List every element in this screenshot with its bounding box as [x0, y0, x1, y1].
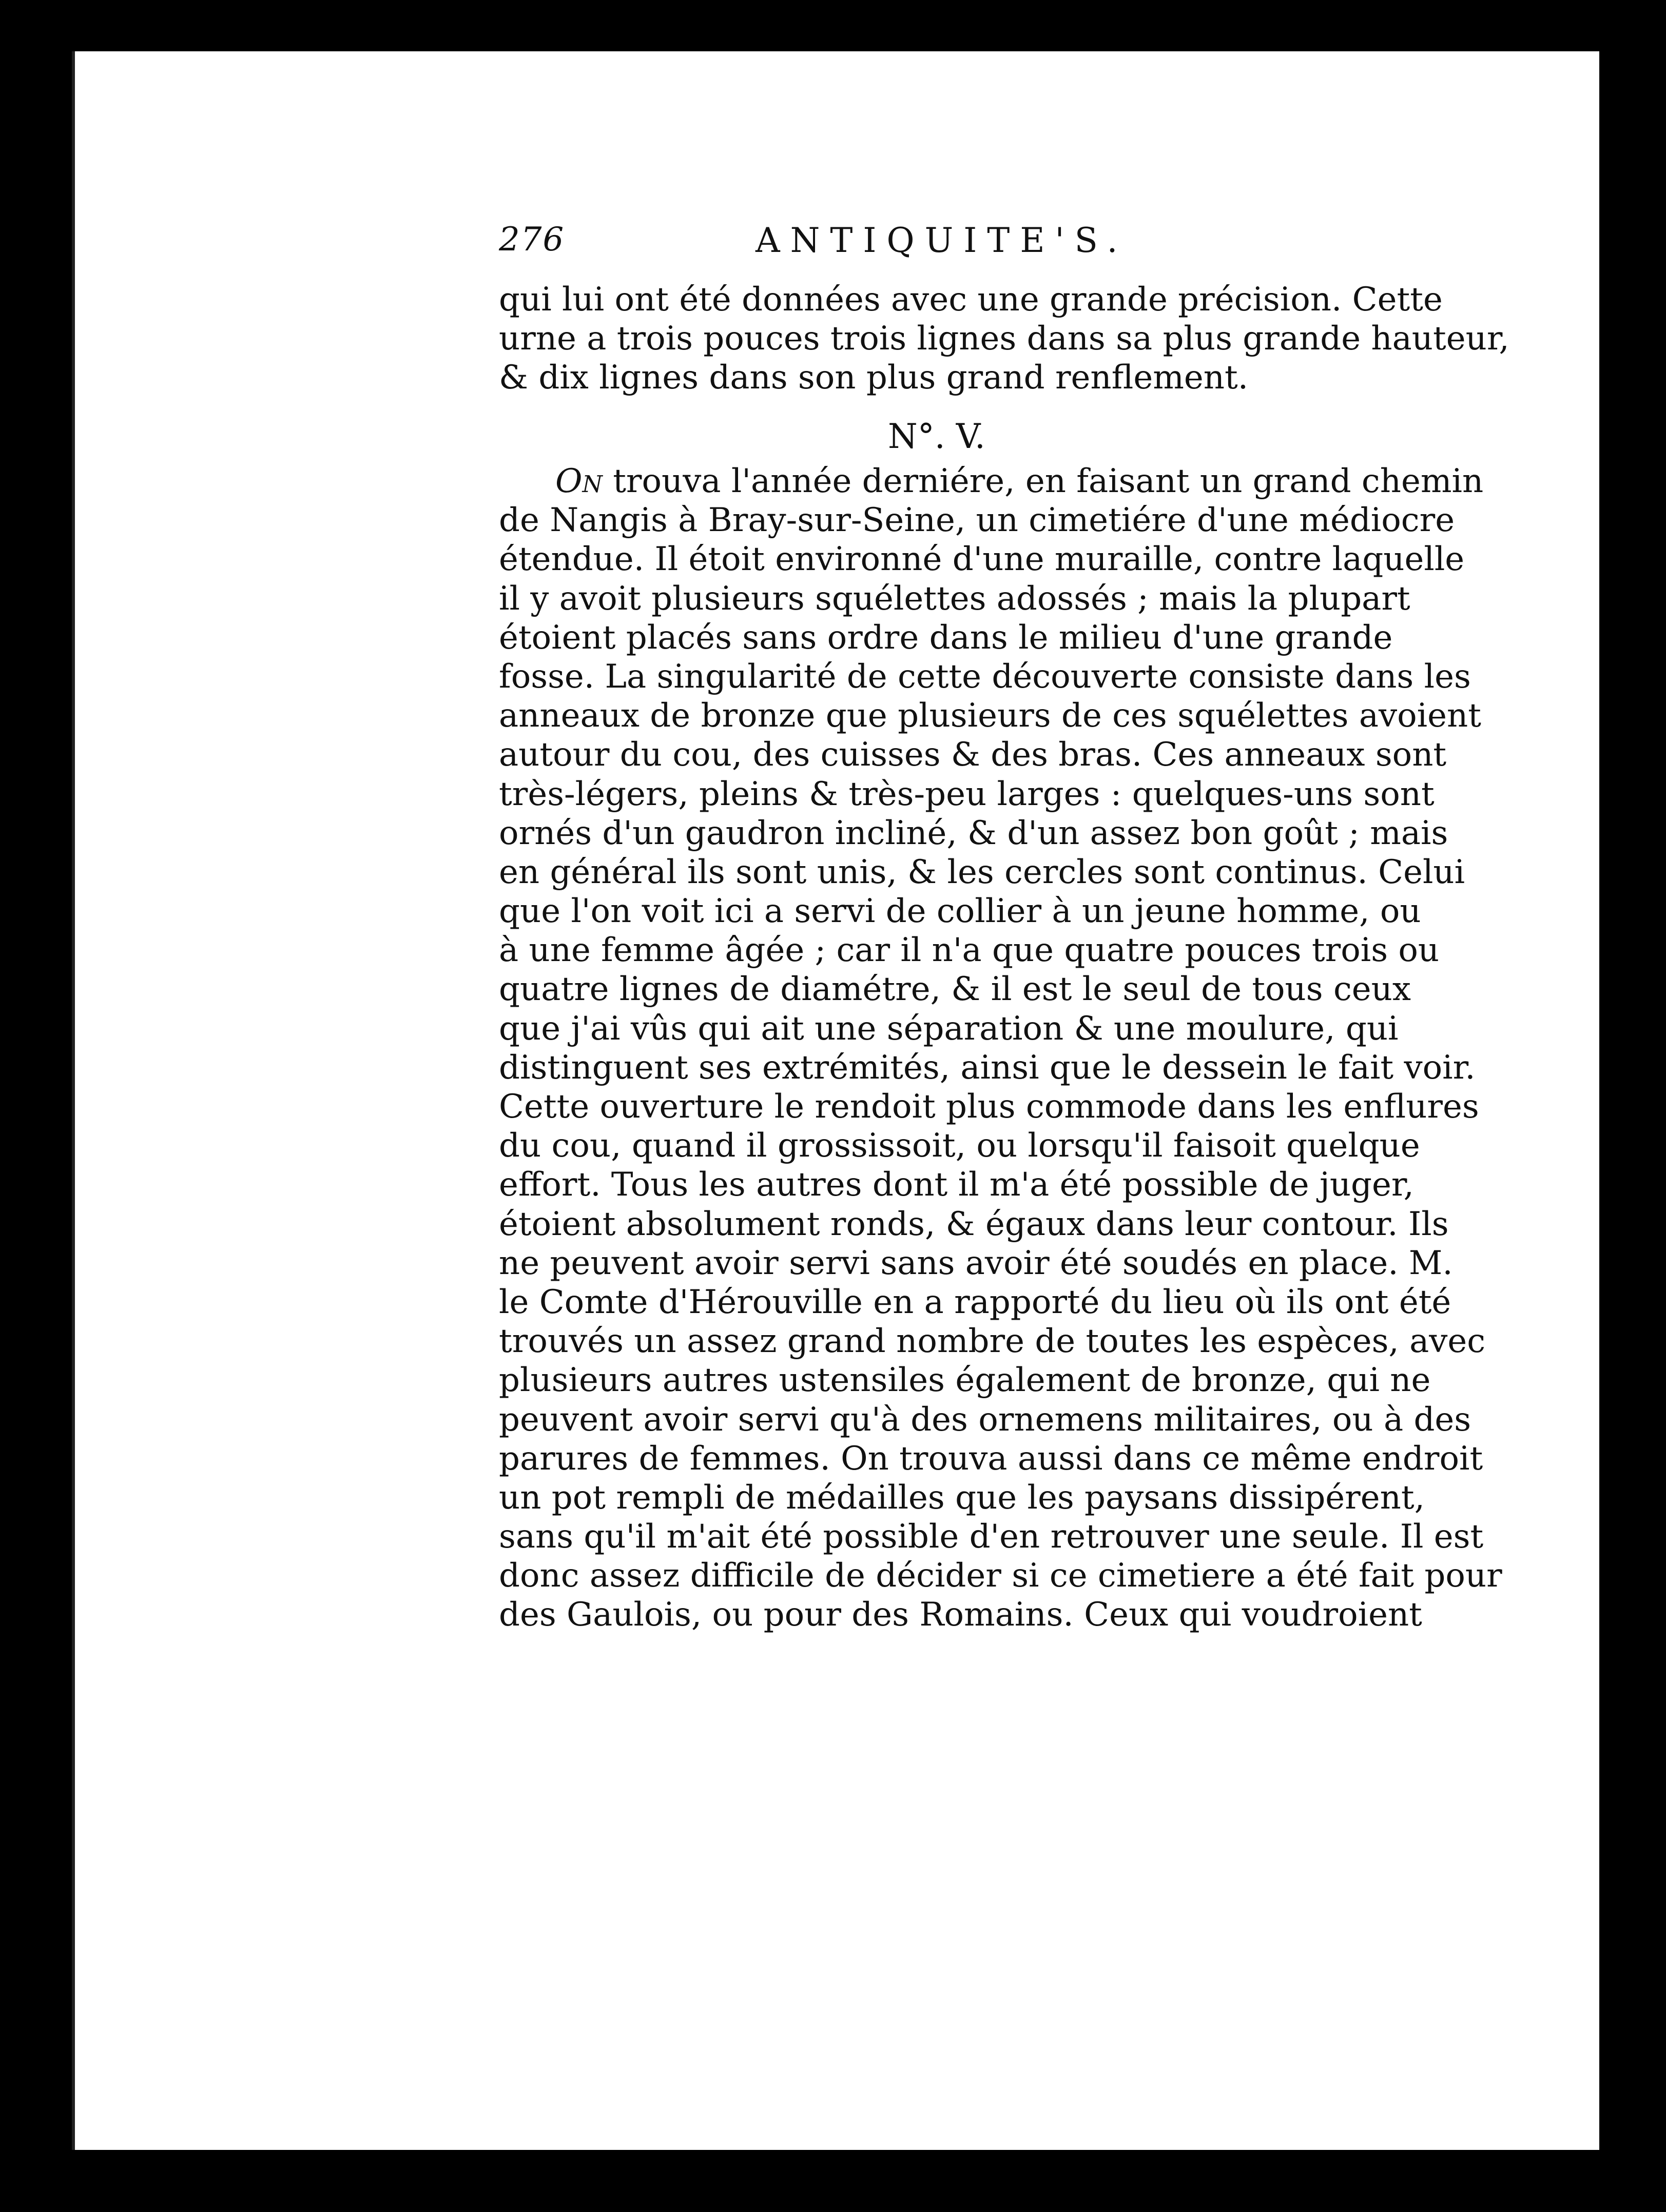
text-line: autour du cou, des cuisses & des bras. Ces anneaux sont — [499, 736, 1447, 774]
text-line: trouvés un assez grand nombre de toutes les espèces, avec — [499, 1322, 1486, 1361]
text-line: distinguent ses extrémités, ainsi que le dessein le fait voir. — [499, 1048, 1476, 1087]
text-line: que l'on voit ici a servi de collier à un jeune homme, ou — [499, 892, 1421, 931]
text-line-first — [499, 462, 1525, 501]
text-line: effort. Tous les autres dont il m'a été possible de juger, — [499, 1166, 1414, 1204]
text-line: sans qu'il m'ait été possible d'en retrouver une seule. Il est — [499, 1518, 1484, 1556]
text-line: ornés d'un gaudron incliné, & d'un assez bon goût ; mais — [499, 814, 1448, 852]
text-line: des Gaulois, ou pour des Romains. Ceux qui voudroient — [499, 1596, 1422, 1634]
text-line: en général ils sont unis, & les cercles sont continus. Celui — [499, 853, 1465, 891]
text-line: fosse. La singularité de cette découverte consiste dans les — [499, 657, 1471, 696]
text-line: à une femme âgée ; car il n'a que quatre pouces trois ou — [499, 931, 1440, 970]
page-number: 276 — [499, 221, 565, 259]
page-header — [499, 221, 1207, 277]
text-line: urne a trois pouces trois lignes dans sa plus grande hauteur, — [499, 320, 1509, 358]
text-line: quatre lignes de diamétre, & il est le seul de tous ceux — [499, 970, 1411, 1009]
text-line: anneaux de bronze que plusieurs de ces squélettes avoient — [499, 697, 1481, 735]
section-title: N°. V. — [888, 417, 985, 456]
body-paragraph — [499, 462, 1525, 1635]
text-line: plusieurs autres ustensiles également de bronze, qui ne — [499, 1361, 1431, 1400]
top-paragraph — [499, 280, 1525, 398]
initial-word: On — [555, 462, 603, 500]
text-line: donc assez difficile de décider si ce cimetiere a été fait pour — [499, 1557, 1502, 1595]
text-line: qui lui ont été données avec une grande précision. Cette — [499, 281, 1443, 319]
text-line: il y avoit plusieurs squélettes adossés ; mais la plupart — [499, 579, 1410, 618]
text-line: ne peuvent avoir servi sans avoir été soudés en place. M. — [499, 1244, 1453, 1282]
text-line: étoient absolument ronds, & égaux dans leur contour. Ils — [499, 1205, 1449, 1243]
text-line: & dix lignes dans son plus grand renflement. — [499, 359, 1249, 397]
running-head: ANTIQUITE'S. — [755, 221, 1128, 260]
text-line: le Comte d'Hérouville en a rapporté du lieu où ils ont été — [499, 1283, 1451, 1321]
text-line: étoient placés sans ordre dans le milieu d'une grande — [499, 618, 1393, 657]
text-line: un pot rempli de médailles que les paysans dissipérent, — [499, 1478, 1425, 1517]
text-line: étendue. Il étoit environné d'une muraille, contre laquelle — [499, 540, 1465, 579]
text-line: parures de femmes. On trouva aussi dans ce même endroit — [499, 1439, 1483, 1478]
text-line: de Nangis à Bray-sur-Seine, un cimetiére d'une médiocre — [499, 501, 1455, 540]
text-line: que j'ai vûs qui ait une séparation & une moulure, qui — [499, 1009, 1399, 1048]
text-line: Cette ouverture le rendoit plus commode dans les enflures — [499, 1088, 1479, 1126]
text-line: du cou, quand il grossissoit, ou lorsqu'il faisoit quelque — [499, 1127, 1420, 1165]
text-line: peuvent avoir servi qu'à des ornemens militaires, ou à des — [499, 1400, 1471, 1439]
text-line: très-légers, pleins & très-peu larges : quelques-uns sont — [499, 775, 1435, 813]
first-line-text: trouva l'année derniére, en faisant un grand chemin — [602, 462, 1484, 500]
